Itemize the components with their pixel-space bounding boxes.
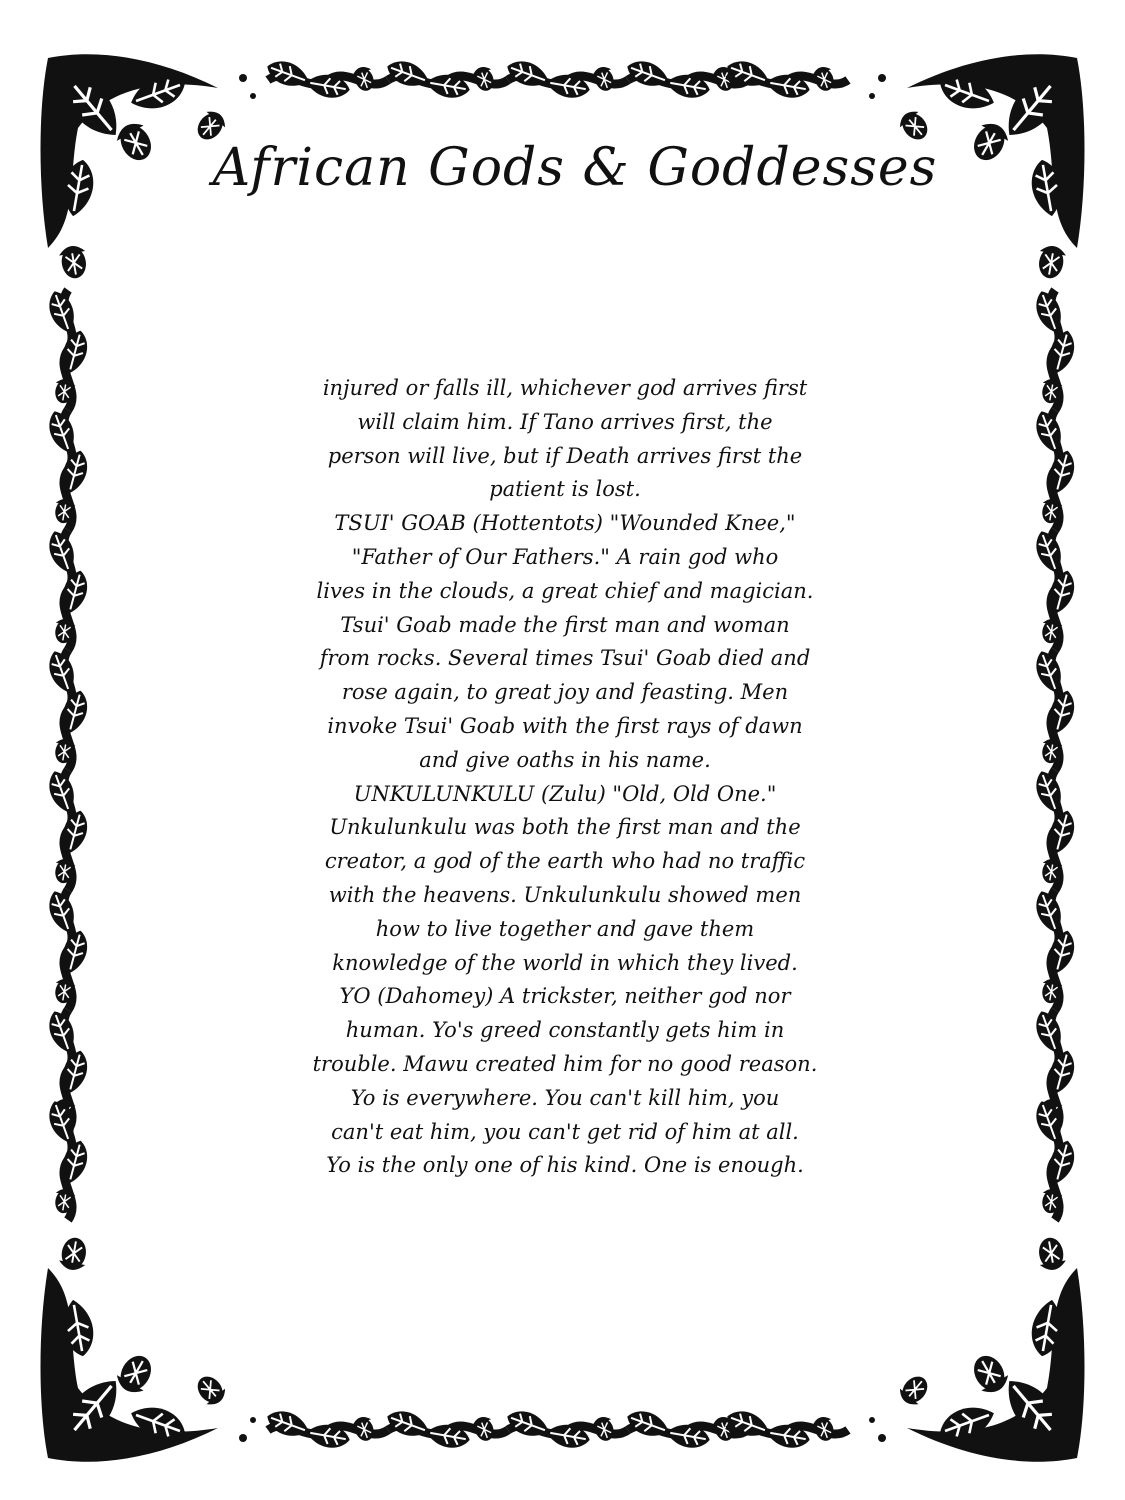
text-line: UNKULUNKULU (Zulu) "Old, Old One.": [353, 781, 777, 806]
text-line: rose again, to great joy and feasting. Men: [341, 680, 789, 705]
text-line: from rocks. Several times Tsui' Goab died and: [319, 646, 811, 671]
text-line: and give oaths in his name.: [419, 747, 711, 772]
text-line: can't eat him, you can't get rid of him at all.: [331, 1119, 799, 1144]
text-line: human. Yo's greed constantly gets him in: [345, 1018, 785, 1043]
text-line: how to live together and gave them: [375, 916, 755, 941]
text-line: trouble. Mawu created him for no good reason.: [312, 1051, 818, 1076]
text-line: lives in the clouds, a great chief and magician.: [316, 578, 814, 603]
text-line: patient is lost.: [489, 477, 641, 502]
text-line: Yo is everywhere. You can't kill him, you: [350, 1085, 780, 1110]
text-line: with the heavens. Unkulunkulu showed men: [328, 882, 802, 907]
text-line: Yo is the only one of his kind. One is enough.: [326, 1153, 804, 1178]
text-line: injured or falls ill, whichever god arrives first: [322, 376, 808, 400]
text-line: YO (Dahomey) A trickster, neither god nor: [339, 984, 791, 1009]
text-line: person will live, but if Death arrives first the: [327, 443, 803, 468]
text-line: knowledge of the world in which they lived.: [332, 950, 798, 975]
text-line: will claim him. If Tano arrives first, the: [357, 409, 773, 434]
text-line: TSUI' GOAB (Hottentots) "Wounded Knee,": [334, 511, 796, 536]
text-line: invoke Tsui' Goab with the first rays of dawn: [327, 713, 803, 738]
text-line: "Father of Our Fathers." A rain god who: [351, 544, 779, 569]
page-title: African Gods & Goddesses: [212, 138, 938, 198]
text-line: Unkulunkulu was both the first man and the: [329, 815, 801, 840]
text-line: Tsui' Goab made the first man and woman: [340, 612, 790, 637]
text-line: creator, a god of the earth who had no traffic: [324, 849, 806, 874]
body-text: [255, 372, 875, 1183]
